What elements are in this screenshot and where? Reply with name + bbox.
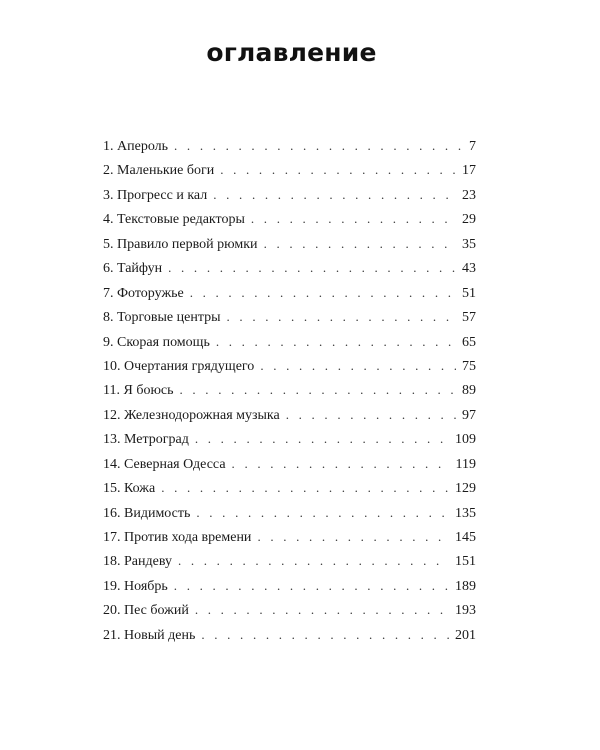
- toc-entry-label: 6. Тайфун: [103, 261, 163, 277]
- toc-dot-leader: [251, 207, 456, 231]
- toc-entry: [103, 330, 476, 354]
- toc-entry: [103, 403, 476, 427]
- toc-entry-label: 3. Прогресс и кал: [103, 187, 208, 203]
- toc-entry: [103, 452, 476, 476]
- toc-entry-label: 9. Скорая помощь: [103, 334, 210, 350]
- toc-entry-page: 151: [455, 554, 476, 570]
- toc-entry-page: 29: [462, 212, 476, 228]
- toc-entry-page: 135: [455, 505, 476, 521]
- toc-entry: [103, 574, 476, 598]
- toc-dot-leader: [195, 598, 449, 622]
- toc-entry-page: 7: [469, 139, 476, 154]
- toc-dot-leader: [195, 427, 449, 451]
- toc-entry-label: 5. Правило первой рюмки: [103, 236, 258, 252]
- toc-dot-leader: [168, 256, 456, 280]
- toc-entry-label: 8. Торговые центры: [103, 310, 221, 326]
- toc-dot-leader: [178, 549, 449, 573]
- toc-entry-page: 57: [462, 310, 476, 326]
- toc-entry-page: 75: [462, 358, 476, 374]
- toc-entry-label: 15. Кожа: [103, 481, 156, 497]
- toc-entry-label: 17. Против хода времени: [103, 530, 252, 545]
- toc-entry: [103, 256, 476, 280]
- toc-dot-leader: [264, 232, 456, 256]
- toc-entry-page: 145: [455, 530, 476, 545]
- toc-entry-page: 43: [462, 261, 476, 277]
- toc-entry-label: 11. Я боюсь: [103, 383, 174, 399]
- toc-entry: [103, 623, 476, 647]
- toc-entry-page: 109: [455, 432, 476, 448]
- toc-dot-leader: [174, 574, 449, 598]
- toc-entry: [103, 183, 476, 207]
- toc-dot-leader: [232, 452, 450, 476]
- toc-entry: [103, 207, 476, 231]
- toc-entry-label: 16. Видимость: [103, 505, 191, 521]
- toc-entry-page: 129: [455, 481, 476, 497]
- toc-entry: [103, 232, 476, 256]
- toc-entry: [103, 476, 476, 500]
- toc-entry: [103, 305, 476, 329]
- toc-dot-leader: [180, 378, 457, 402]
- toc-entry: [103, 549, 476, 573]
- toc-dot-leader: [196, 501, 449, 525]
- toc-entry: [103, 378, 476, 402]
- toc-entry: [103, 281, 476, 305]
- toc-entry: [103, 501, 476, 525]
- toc-entry-page: 189: [455, 578, 476, 594]
- toc-entry-page: 201: [455, 627, 476, 643]
- toc-entry-label: 10. Очертания грядущего: [103, 358, 255, 374]
- toc-dot-leader: [201, 623, 449, 647]
- toc-entry-label: 13. Метроград: [103, 432, 189, 448]
- toc-entry-page: 17: [462, 163, 476, 179]
- toc-entry-label: 12. Железнодорожная музыка: [103, 407, 280, 423]
- toc-entry-label: 2. Маленькие боги: [103, 163, 215, 179]
- toc-entry-label: 18. Рандеву: [103, 554, 172, 570]
- toc-entry-label: 21. Новый день: [103, 627, 196, 643]
- toc-dot-leader: [161, 476, 449, 500]
- toc-dot-leader: [216, 330, 456, 354]
- toc-dot-leader: [220, 158, 456, 182]
- toc-entry-label: 7. Фоторужье: [103, 285, 184, 301]
- toc-entry-page: 119: [455, 456, 476, 472]
- toc-entry-page: 23: [462, 187, 476, 203]
- toc-entry-label: 1. Апероль: [103, 139, 169, 154]
- toc-dot-leader: [227, 305, 456, 329]
- toc-entry-label: 19. Ноябрь: [103, 578, 168, 594]
- toc-entry: [103, 354, 476, 378]
- toc-entry-page: 89: [462, 383, 476, 399]
- toc-entry: [103, 525, 476, 549]
- toc-dot-leader: [174, 134, 463, 158]
- toc-entry: [103, 134, 476, 158]
- toc-dot-leader: [260, 354, 456, 378]
- toc-entry-page: 97: [462, 407, 476, 423]
- toc-entry: [103, 427, 476, 451]
- toc-entry: [103, 158, 476, 182]
- toc-entry-page: 65: [462, 334, 476, 350]
- toc-entry-label: 20. Пес божий: [103, 603, 189, 619]
- page-title: оглавление: [206, 38, 377, 67]
- toc-entry-page: 51: [462, 285, 476, 301]
- toc-dot-leader: [286, 403, 456, 427]
- toc-dot-leader: [190, 281, 456, 305]
- toc-entry-label: 14. Северная Одесса: [103, 456, 226, 472]
- toc-entry-page: 193: [455, 603, 476, 619]
- table-of-contents: [103, 134, 476, 647]
- toc-entry-label: 4. Текстовые редакторы: [103, 212, 245, 228]
- toc-dot-leader: [257, 525, 449, 549]
- toc-dot-leader: [213, 183, 456, 207]
- toc-entry-page: 35: [462, 236, 476, 252]
- toc-entry: [103, 598, 476, 622]
